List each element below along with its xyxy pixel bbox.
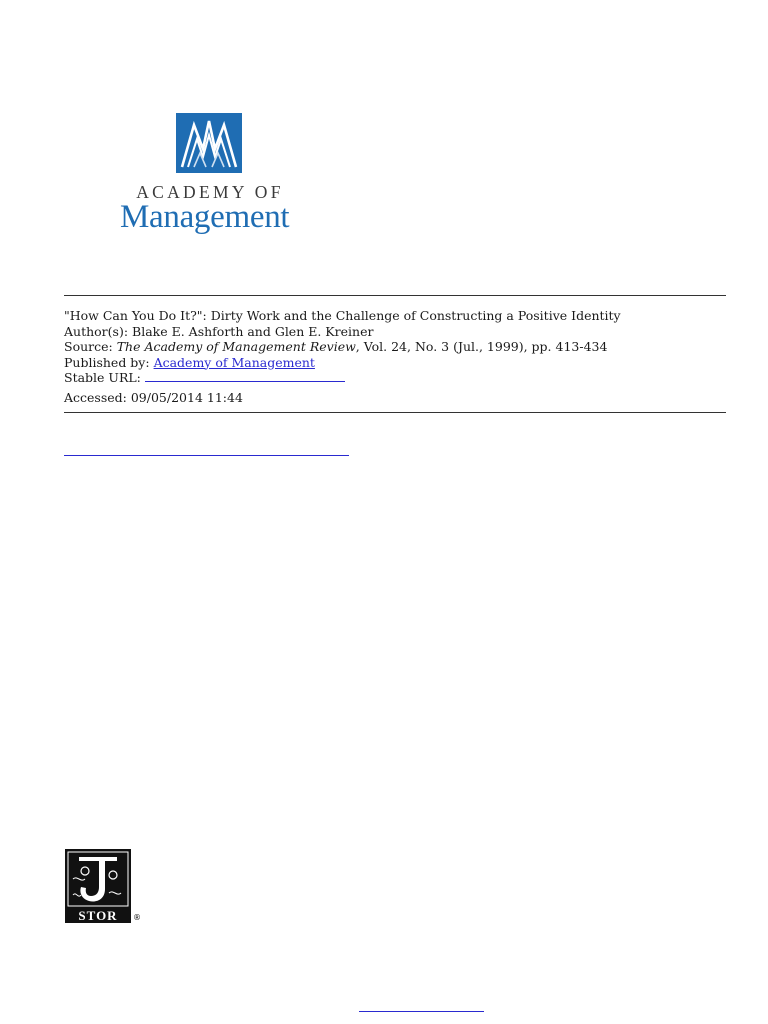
citation-block	[64, 308, 726, 405]
registered-mark: ®	[133, 913, 141, 922]
source-details: , Vol. 24, No. 3 (Jul., 1999), pp. 413-434	[355, 339, 608, 354]
mountain-peaks-icon	[176, 113, 242, 173]
stable-url-line	[64, 370, 726, 386]
source-label: Source:	[64, 339, 113, 354]
footer-link[interactable]	[359, 1011, 484, 1012]
publisher-link[interactable]: Academy of Management	[153, 354, 315, 370]
jstor-wordmark: STOR	[78, 908, 118, 923]
jstor-logo	[65, 849, 145, 927]
logo-line-academy-of: ACADEMY OF	[136, 182, 284, 202]
stable-url-link[interactable]	[145, 371, 345, 382]
academy-of-management-logo	[120, 113, 310, 238]
terms-link[interactable]	[64, 455, 349, 456]
authors-value: Blake E. Ashforth and Glen E. Kreiner	[132, 323, 374, 339]
top-divider	[64, 295, 726, 296]
publisher-label: Published by:	[64, 354, 150, 370]
source-journal: The Academy of Management Review	[116, 339, 356, 354]
stable-url-label: Stable URL:	[64, 370, 141, 385]
accessed-label: Accessed:	[64, 389, 127, 405]
logo-line-management: Management	[120, 199, 290, 235]
accessed-value: 09/05/2014 11:44	[130, 389, 243, 405]
source-line	[64, 339, 726, 355]
article-title: "How Can You Do It?": Dirty Work and the Challenge of Constructing a Positive Identity	[64, 308, 621, 323]
accessed-line	[64, 390, 726, 406]
publisher-line	[64, 355, 726, 371]
authors-line	[64, 324, 726, 340]
authors-label: Author(s):	[64, 323, 129, 339]
bottom-divider	[64, 412, 726, 413]
